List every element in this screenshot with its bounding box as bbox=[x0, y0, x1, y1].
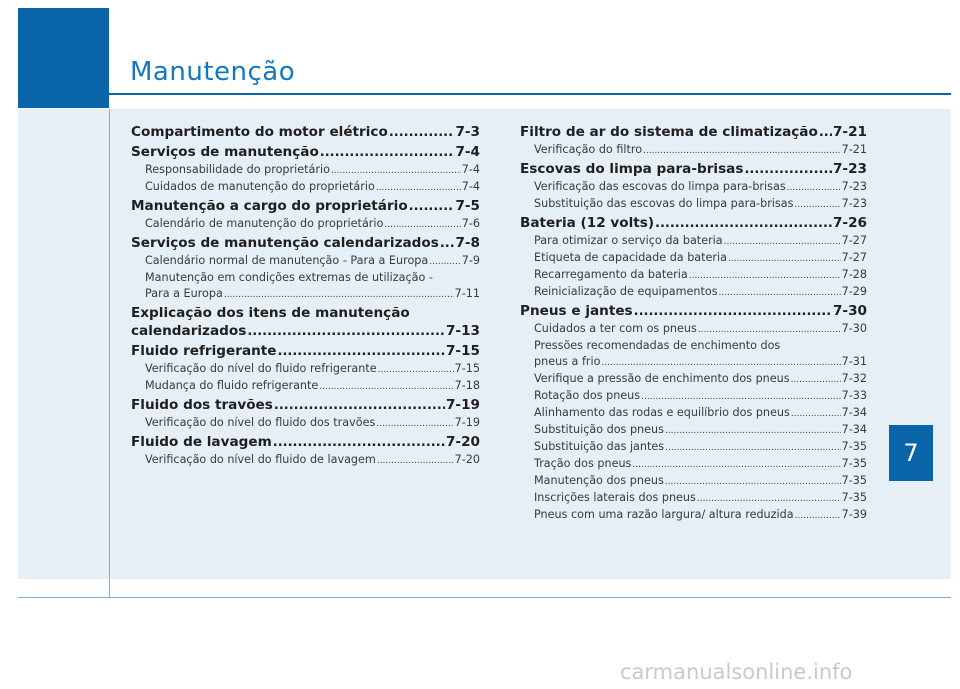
toc-section-title: Bateria (12 volts) bbox=[520, 215, 655, 231]
toc-subentry-title[interactable]: Manutenção em condições extremas de utilização - bbox=[145, 271, 433, 284]
dot-leader bbox=[409, 198, 455, 216]
toc-subentry[interactable] bbox=[520, 439, 867, 456]
toc-section[interactable] bbox=[131, 396, 480, 415]
toc-section-group bbox=[131, 143, 480, 196]
toc-section-group bbox=[131, 342, 480, 395]
dot-leader bbox=[440, 235, 455, 253]
dot-leader bbox=[377, 453, 454, 469]
dot-leader bbox=[389, 124, 455, 142]
bottom-divider bbox=[18, 597, 951, 598]
toc-subentry-title: Cuidados de manutenção do proprietário bbox=[145, 180, 375, 193]
toc-section[interactable] bbox=[520, 123, 867, 142]
toc-section[interactable] bbox=[131, 433, 480, 452]
toc-section-group bbox=[520, 214, 867, 301]
toc-subentry[interactable] bbox=[520, 233, 867, 250]
toc-subentry[interactable] bbox=[131, 179, 480, 196]
toc-subentry-title: Recarregamento da bateria bbox=[534, 268, 688, 281]
toc-subentry-title: Cuidados a ter com os pneus bbox=[534, 322, 697, 335]
dot-leader bbox=[429, 254, 460, 270]
toc-section-title: Pneus e jantes bbox=[520, 303, 633, 319]
toc-section[interactable] bbox=[520, 160, 867, 179]
toc-section[interactable] bbox=[131, 143, 480, 162]
toc-section-title: Filtro de ar do sistema de climatização bbox=[520, 124, 818, 140]
page-number: 7-23 bbox=[832, 161, 867, 177]
dot-leader bbox=[791, 406, 841, 422]
page-number: 7-8 bbox=[455, 235, 480, 251]
toc-subentry[interactable] bbox=[520, 196, 867, 213]
page-number: 7-20 bbox=[454, 453, 480, 466]
toc-section[interactable] bbox=[131, 342, 480, 361]
dot-leader bbox=[655, 215, 832, 233]
toc-subentry-title: Substituição das escovas do limpa para-brisas bbox=[534, 197, 794, 210]
toc-section-group bbox=[131, 123, 480, 142]
toc-subentry-title: Para otimizar o serviço da bateria bbox=[534, 234, 723, 247]
toc-subentry[interactable] bbox=[520, 473, 867, 490]
toc-section[interactable] bbox=[131, 234, 480, 253]
toc-subentry-title: Verificação do nível do fluido dos travões bbox=[145, 416, 376, 429]
toc-section-group bbox=[131, 433, 480, 469]
toc-subentry-title: Etiqueta de capacidade da bateria bbox=[534, 251, 728, 264]
dot-leader bbox=[689, 268, 841, 284]
page-number: 7-19 bbox=[445, 397, 480, 413]
toc-section[interactable] bbox=[520, 302, 867, 321]
page-number: 7-3 bbox=[455, 124, 480, 140]
page-number: 7-31 bbox=[841, 355, 867, 368]
chapter-header-block bbox=[18, 8, 109, 108]
toc-subentry[interactable] bbox=[520, 354, 867, 371]
toc-subentry[interactable] bbox=[520, 284, 867, 301]
toc-section-title: Fluido de lavagem bbox=[131, 434, 272, 450]
toc-subentry-title: Calendário normal de manutenção - Para a Europa bbox=[145, 254, 429, 267]
page-number: 7-34 bbox=[841, 406, 867, 419]
dot-leader bbox=[247, 323, 445, 341]
dot-leader bbox=[331, 163, 461, 179]
dot-leader bbox=[787, 180, 841, 196]
page-number: 7-23 bbox=[841, 197, 867, 210]
toc-subentry-title: Tração dos pneus bbox=[534, 457, 632, 470]
dot-leader bbox=[601, 355, 840, 371]
dot-leader bbox=[376, 180, 461, 196]
toc-section[interactable] bbox=[131, 322, 480, 341]
dot-leader bbox=[273, 434, 445, 452]
title-divider bbox=[109, 93, 951, 95]
page-number: 7-33 bbox=[841, 389, 867, 402]
toc-subentry-title: Responsabilidade do proprietário bbox=[145, 163, 330, 176]
toc-subentry[interactable] bbox=[131, 286, 480, 303]
toc-subentry-title: Inscrições laterais dos pneus bbox=[534, 491, 696, 504]
toc-subentry[interactable] bbox=[131, 216, 480, 233]
chapter-tab[interactable]: 7 bbox=[889, 425, 933, 481]
toc-column-left bbox=[131, 123, 480, 470]
toc-section[interactable] bbox=[520, 214, 867, 233]
toc-section-group bbox=[131, 396, 480, 432]
dot-leader bbox=[795, 508, 841, 524]
dot-leader bbox=[319, 379, 453, 395]
toc-subentry-title: Alinhamento das rodas e equilíbrio dos pneus bbox=[534, 406, 790, 419]
toc-subentry[interactable] bbox=[520, 250, 867, 267]
page-number: 7-27 bbox=[841, 251, 867, 264]
page-number: 7-30 bbox=[841, 322, 867, 335]
dot-leader bbox=[665, 423, 841, 439]
toc-subentry[interactable] bbox=[520, 388, 867, 405]
page-number: 7-32 bbox=[841, 372, 867, 385]
page-number: 7-30 bbox=[832, 303, 867, 319]
dot-leader bbox=[665, 474, 841, 490]
toc-section-title: Serviços de manutenção calendarizados bbox=[131, 235, 439, 251]
dot-leader bbox=[665, 440, 841, 456]
toc-section-group bbox=[131, 304, 480, 341]
page-number: 7-4 bbox=[461, 163, 480, 176]
toc-subentry[interactable] bbox=[131, 361, 480, 378]
page-number: 7-21 bbox=[832, 124, 867, 140]
toc-column-right bbox=[520, 123, 867, 525]
dot-leader bbox=[384, 217, 460, 233]
toc-section[interactable] bbox=[131, 123, 480, 142]
dot-leader bbox=[698, 322, 841, 338]
dot-leader bbox=[728, 251, 841, 267]
dot-leader bbox=[274, 397, 445, 415]
dot-leader bbox=[632, 457, 840, 473]
page-number: 7-18 bbox=[454, 379, 480, 392]
watermark: carmanualsonline.info bbox=[620, 660, 853, 684]
toc-section-title: Escovas do limpa para-brisas bbox=[520, 161, 744, 177]
toc-subentry[interactable] bbox=[520, 267, 867, 284]
toc-subentry[interactable] bbox=[520, 405, 867, 422]
page-number: 7-39 bbox=[841, 508, 867, 521]
toc-subentry-title: Mudança do fluido refrigerante bbox=[145, 379, 319, 392]
dot-leader bbox=[794, 197, 840, 213]
page-number: 7-4 bbox=[455, 144, 480, 160]
toc-section[interactable] bbox=[131, 197, 480, 216]
toc-subentry[interactable] bbox=[131, 162, 480, 179]
page-number: 7-21 bbox=[841, 143, 867, 156]
toc-subentry[interactable] bbox=[520, 371, 867, 388]
toc-subentry[interactable] bbox=[131, 452, 480, 469]
toc-subentry-title: Verificação do nível do fluido refrigerante bbox=[145, 362, 377, 375]
toc-subentry-title: Rotação dos pneus bbox=[534, 389, 641, 402]
dot-leader bbox=[819, 124, 832, 142]
page-number: 7-35 bbox=[841, 491, 867, 504]
page-number: 7-26 bbox=[832, 215, 867, 231]
toc-section-group bbox=[131, 197, 480, 233]
page-number: 7-35 bbox=[841, 474, 867, 487]
toc-subentry[interactable] bbox=[520, 422, 867, 439]
toc-section-title: calendarizados bbox=[131, 323, 247, 339]
dot-leader bbox=[643, 143, 841, 159]
toc-subentry-title: Calendário de manutenção do proprietário bbox=[145, 217, 384, 230]
dot-leader bbox=[378, 362, 454, 378]
toc-section-title[interactable]: Explicação dos itens de manutenção bbox=[131, 305, 410, 321]
page-number: 7-20 bbox=[445, 434, 480, 450]
toc-subentry-title: Pneus com uma razão largura/ altura reduzida bbox=[534, 508, 794, 521]
page-number: 7-35 bbox=[841, 440, 867, 453]
page-number: 7-9 bbox=[461, 254, 480, 267]
toc-subentry-title[interactable]: Pressões recomendadas de enchimento dos bbox=[534, 339, 781, 352]
page-number: 7-4 bbox=[461, 180, 480, 193]
toc-section-group bbox=[520, 302, 867, 524]
page-number: 7-5 bbox=[455, 198, 480, 214]
toc-subentry[interactable] bbox=[131, 378, 480, 395]
toc-subentry[interactable] bbox=[520, 321, 867, 338]
dot-leader bbox=[791, 372, 841, 388]
toc-subentry-title: Verificação do filtro bbox=[534, 143, 643, 156]
dot-leader bbox=[320, 144, 455, 162]
toc-subentry-title: Substituição das jantes bbox=[534, 440, 665, 453]
toc-subentry[interactable] bbox=[520, 507, 867, 524]
toc-section-title: Serviços de manutenção bbox=[131, 144, 319, 160]
toc-subentry[interactable] bbox=[520, 179, 867, 196]
page-number: 7-11 bbox=[454, 287, 480, 300]
toc-subentry-title: Substituição dos pneus bbox=[534, 423, 664, 436]
toc-subentry[interactable] bbox=[131, 253, 480, 270]
toc-subentry[interactable] bbox=[520, 142, 867, 159]
dot-leader bbox=[724, 234, 841, 250]
page-number: 7-23 bbox=[841, 180, 867, 193]
toc-subentry[interactable] bbox=[520, 490, 867, 507]
page-number: 7-35 bbox=[841, 457, 867, 470]
toc-subentry[interactable] bbox=[131, 415, 480, 432]
page-number: 7-28 bbox=[841, 268, 867, 281]
dot-leader bbox=[634, 303, 832, 321]
toc-subentry-title: Para a Europa bbox=[145, 287, 223, 300]
toc-subentry[interactable] bbox=[520, 456, 867, 473]
toc-subentry-title: pneus a frio bbox=[534, 355, 601, 368]
toc-section-title: Manutenção a cargo do proprietário bbox=[131, 198, 408, 214]
dot-leader bbox=[641, 389, 841, 405]
page-number: 7-29 bbox=[841, 285, 867, 298]
toc-subentry-title: Verificação das escovas do limpa para-brisas bbox=[534, 180, 786, 193]
dot-leader bbox=[744, 161, 832, 179]
toc-subentry-title: Manutenção dos pneus bbox=[534, 474, 664, 487]
page-number: 7-13 bbox=[445, 323, 480, 339]
toc-section-title: Fluido refrigerante bbox=[131, 343, 277, 359]
toc-section-group bbox=[520, 160, 867, 213]
toc-subentry-title: Verificação do nível do fluido de lavagem bbox=[145, 453, 376, 466]
dot-leader bbox=[719, 285, 841, 301]
page-number: 7-6 bbox=[461, 217, 480, 230]
sidebar-divider bbox=[109, 109, 110, 597]
page-number: 7-15 bbox=[454, 362, 480, 375]
page-number: 7-27 bbox=[841, 234, 867, 247]
toc-section-title: Fluido dos travões bbox=[131, 397, 273, 413]
toc-section-group bbox=[131, 234, 480, 303]
page-number: 7-15 bbox=[445, 343, 480, 359]
dot-leader bbox=[697, 491, 841, 507]
toc-subentry-title: Verifique a pressão de enchimento dos pneus bbox=[534, 372, 790, 385]
toc-subentry-title: Reinicialização de equipamentos bbox=[534, 285, 718, 298]
dot-leader bbox=[376, 416, 453, 432]
dot-leader bbox=[224, 287, 454, 303]
page-number: 7-19 bbox=[454, 416, 480, 429]
page-number: 7-34 bbox=[841, 423, 867, 436]
toc-section-group bbox=[520, 123, 867, 159]
dot-leader bbox=[278, 343, 445, 361]
page-title: Manutenção bbox=[130, 57, 296, 87]
toc-section-title: Compartimento do motor elétrico bbox=[131, 124, 388, 140]
